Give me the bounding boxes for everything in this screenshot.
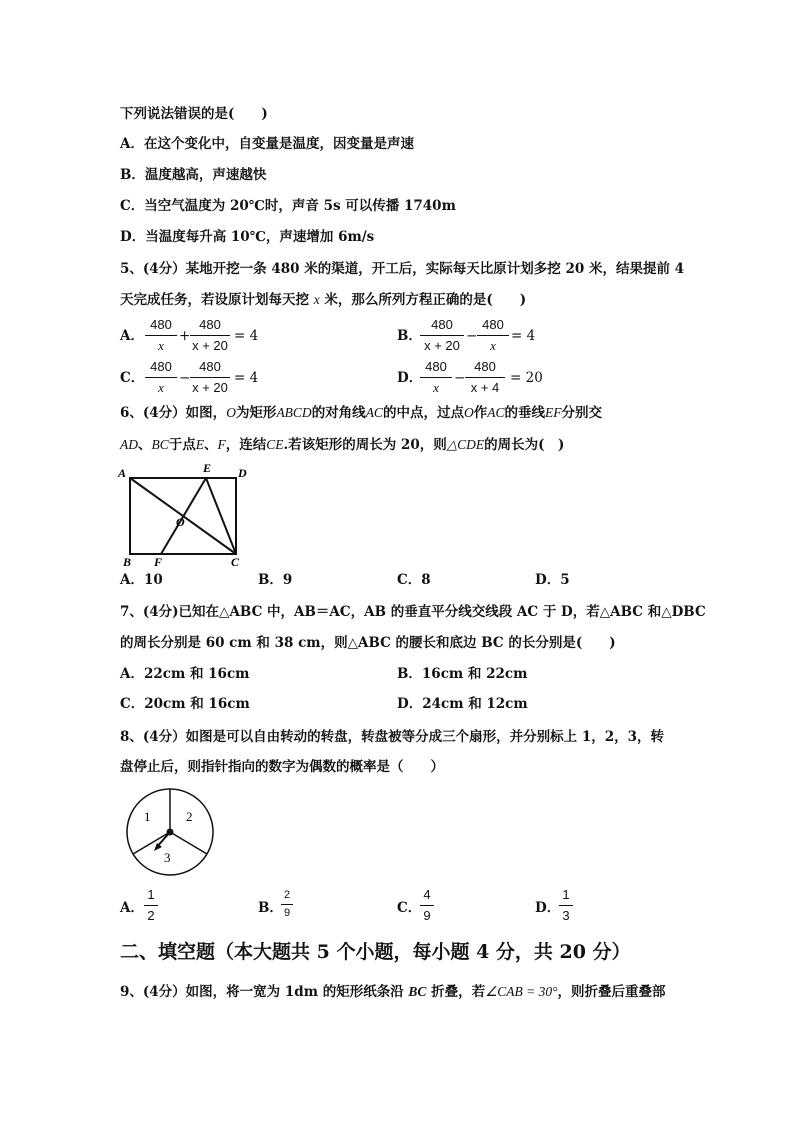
q9-line1: 9、(4分）如图，将一宽为 1dm 的矩形纸条沿 BC 折叠，若∠CAB = 30°，则折叠后重叠部 — [120, 984, 666, 1000]
q8-line2: 盘停止后，则指针指向的数字为偶数的概率是（ ） — [120, 759, 444, 775]
q4-option-c: C．当空气温度为 20℃时，声音 5s 可以传播 1740m — [120, 198, 456, 214]
q6-option-c: C．8 — [397, 572, 431, 588]
spinner-label-2: 2 — [186, 809, 193, 824]
q8-spinner-figure — [124, 786, 216, 878]
q6-line2: AD、BC于点E、F，连结CE.若该矩形的周长为 20，则△CDE的周长为( ) — [120, 437, 565, 453]
q4-option-b: B．温度越高，声速越快 — [120, 167, 267, 183]
label-c: C — [231, 555, 240, 568]
q7-option-c: C．20cm 和 16cm — [120, 696, 250, 712]
q4-option-a: A．在这个变化中，自变量是温度，因变量是声速 — [120, 136, 414, 152]
spinner-label-1: 1 — [144, 809, 151, 824]
q6-line1: 6、(4分）如图，O为矩形ABCD的对角线AC的中点，过点O作AC的垂线EF分别交 — [120, 405, 602, 421]
q4-stem: 下列说法错误的是( ) — [120, 106, 268, 122]
q7-option-a: A．22cm 和 16cm — [120, 666, 250, 682]
label-f: F — [154, 555, 163, 568]
label-o: O — [176, 515, 185, 529]
q5-line2: 天完成任务，若设原计划每天挖 x 米，那么所列方程正确的是( ) — [120, 292, 527, 308]
spinner-label-3: 3 — [164, 850, 171, 865]
q6-option-b: B．9 — [258, 572, 293, 588]
label-d: D — [238, 466, 247, 480]
q7-option-d: D．24cm 和 12cm — [397, 696, 528, 712]
q5-line1: 5、(4分）某地开挖一条 480 米的渠道，开工后，实际每天比原计划多挖 20 米，结果提前 4 — [120, 261, 685, 277]
pointer-arrow-icon — [154, 843, 162, 851]
q7-option-b: B．16cm 和 22cm — [397, 666, 528, 682]
q8-line1: 8、(4分）如图是可以自由转动的转盘，转盘被等分成三个扇形，并分别标上 1，2，3，转 — [120, 729, 665, 745]
label-a: A — [118, 466, 127, 480]
label-e: E — [203, 461, 212, 475]
label-b: B — [123, 555, 132, 568]
q6-option-d: D．5 — [535, 572, 570, 588]
q7-line1: 7、(4分)已知在△ABC 中，AB＝AC，AB 的垂直平分线交线段 AC 于 D，若△ABC 和△DBC — [120, 604, 706, 620]
q6-rectangle-figure — [114, 460, 254, 568]
q6-option-a: A．10 — [120, 572, 163, 588]
section-2-heading: 二、填空题（本大题共 5 个小题，每小题 4 分，共 20 分） — [120, 941, 631, 963]
q4-option-d: D．当温度每升高 10℃，声速增加 6m/s — [120, 229, 375, 245]
q7-line2: 的周长分别是 60 cm 和 38 cm，则△ABC 的腰长和底边 BC 的长分别是( ) — [120, 635, 616, 651]
